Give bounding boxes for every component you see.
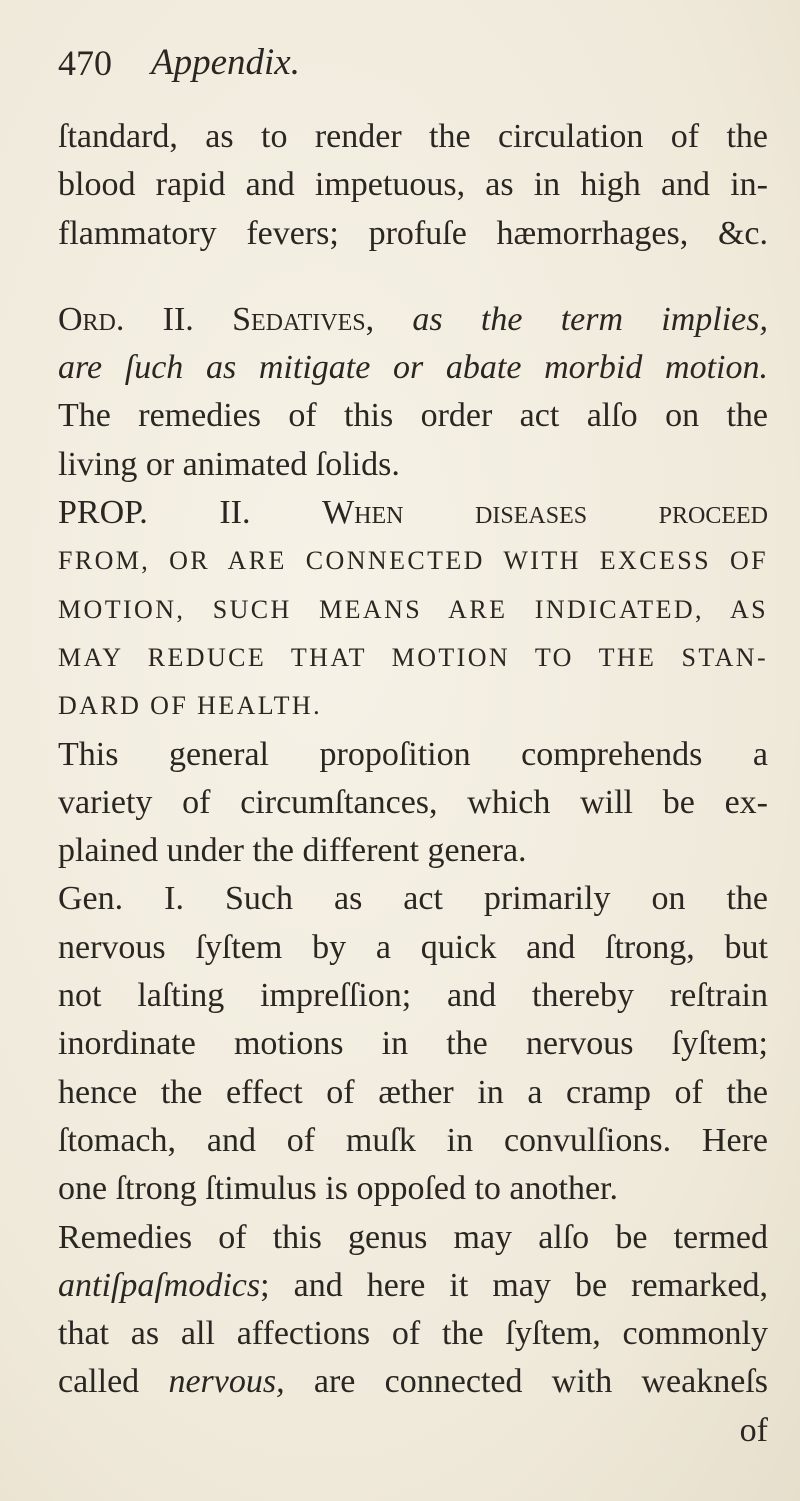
text-line: flammatory fevers; profuſe hæmorrhages, &c. <box>58 214 768 252</box>
running-head: Appendix. <box>151 42 300 83</box>
proposition-line: FROM, OR ARE CONNECTED WITH EXCESS OF <box>58 546 768 576</box>
page-header <box>58 38 758 88</box>
text-line: blood rapid and impetuous, as in high and in- <box>58 166 768 204</box>
italic-term: nervous, <box>168 1363 285 1401</box>
proposition-line: DARD OF HEALTH. <box>58 691 322 721</box>
proposition-line: MOTION, SUCH MEANS ARE INDICATED, AS <box>58 594 768 624</box>
proposition-heading-line <box>58 489 768 537</box>
text-span: are connected with weakneſs <box>313 1363 768 1401</box>
text-line: living or animated ſolids. <box>58 445 400 483</box>
order-heading-line <box>58 296 768 344</box>
text-line <box>58 344 768 392</box>
text-line: Gen. I. Such as act primarily on the <box>58 880 768 918</box>
text-line: hence the effect of æther in a cramp of the <box>58 1073 768 1111</box>
text-line <box>58 1262 768 1310</box>
proposition-label: PROP. II. <box>58 494 251 532</box>
page-number: 470 <box>58 43 112 83</box>
paragraph-gap <box>58 258 768 296</box>
italic-term: antiſpaſmodics <box>58 1266 261 1304</box>
text-line: Remedies of this genus may alſo be termed <box>58 1218 768 1256</box>
proposition-text: When diseases proceed <box>322 494 768 532</box>
text-line: The remedies of this order act alſo on the <box>58 397 768 435</box>
text-line: one ſtrong ſtimulus is oppoſed to another. <box>58 1170 619 1208</box>
text-span: ; and here it may be remarked, <box>260 1266 768 1304</box>
text-line: ſtandard, as to render the circulation of the <box>58 118 768 155</box>
text-line: This general propoſition comprehends a <box>58 735 768 773</box>
proposition-line: MAY REDUCE THAT MOTION TO THE STAN- <box>58 642 768 672</box>
order-title: Sedatives, <box>232 300 375 338</box>
text-line: variety of circumſtances, which will be ex- <box>58 783 768 821</box>
text-line: nervous ſyſtem by a quick and ſtrong, but <box>58 928 768 966</box>
text-line: that as all affections of the ſyſtem, commonly <box>58 1315 768 1353</box>
text-line: inordinate motions in the nervous ſyſtem; <box>58 1025 768 1063</box>
body-text <box>58 113 768 1455</box>
catchword: of <box>739 1411 768 1449</box>
text-span: called <box>58 1363 140 1401</box>
order-label: Ord. II. <box>58 300 194 338</box>
text-line: ſtomach, and of muſk in convulſions. Here <box>58 1121 768 1159</box>
order-definition-cont: are ſuch as mitigate or abate morbid motion. <box>58 349 768 387</box>
text-line: not laſting impreſſion; and thereby reſtrain <box>58 977 768 1015</box>
order-definition: as the term implies, <box>412 300 769 338</box>
text-line: plained under the different genera. <box>58 832 527 870</box>
text-line <box>58 1358 768 1406</box>
